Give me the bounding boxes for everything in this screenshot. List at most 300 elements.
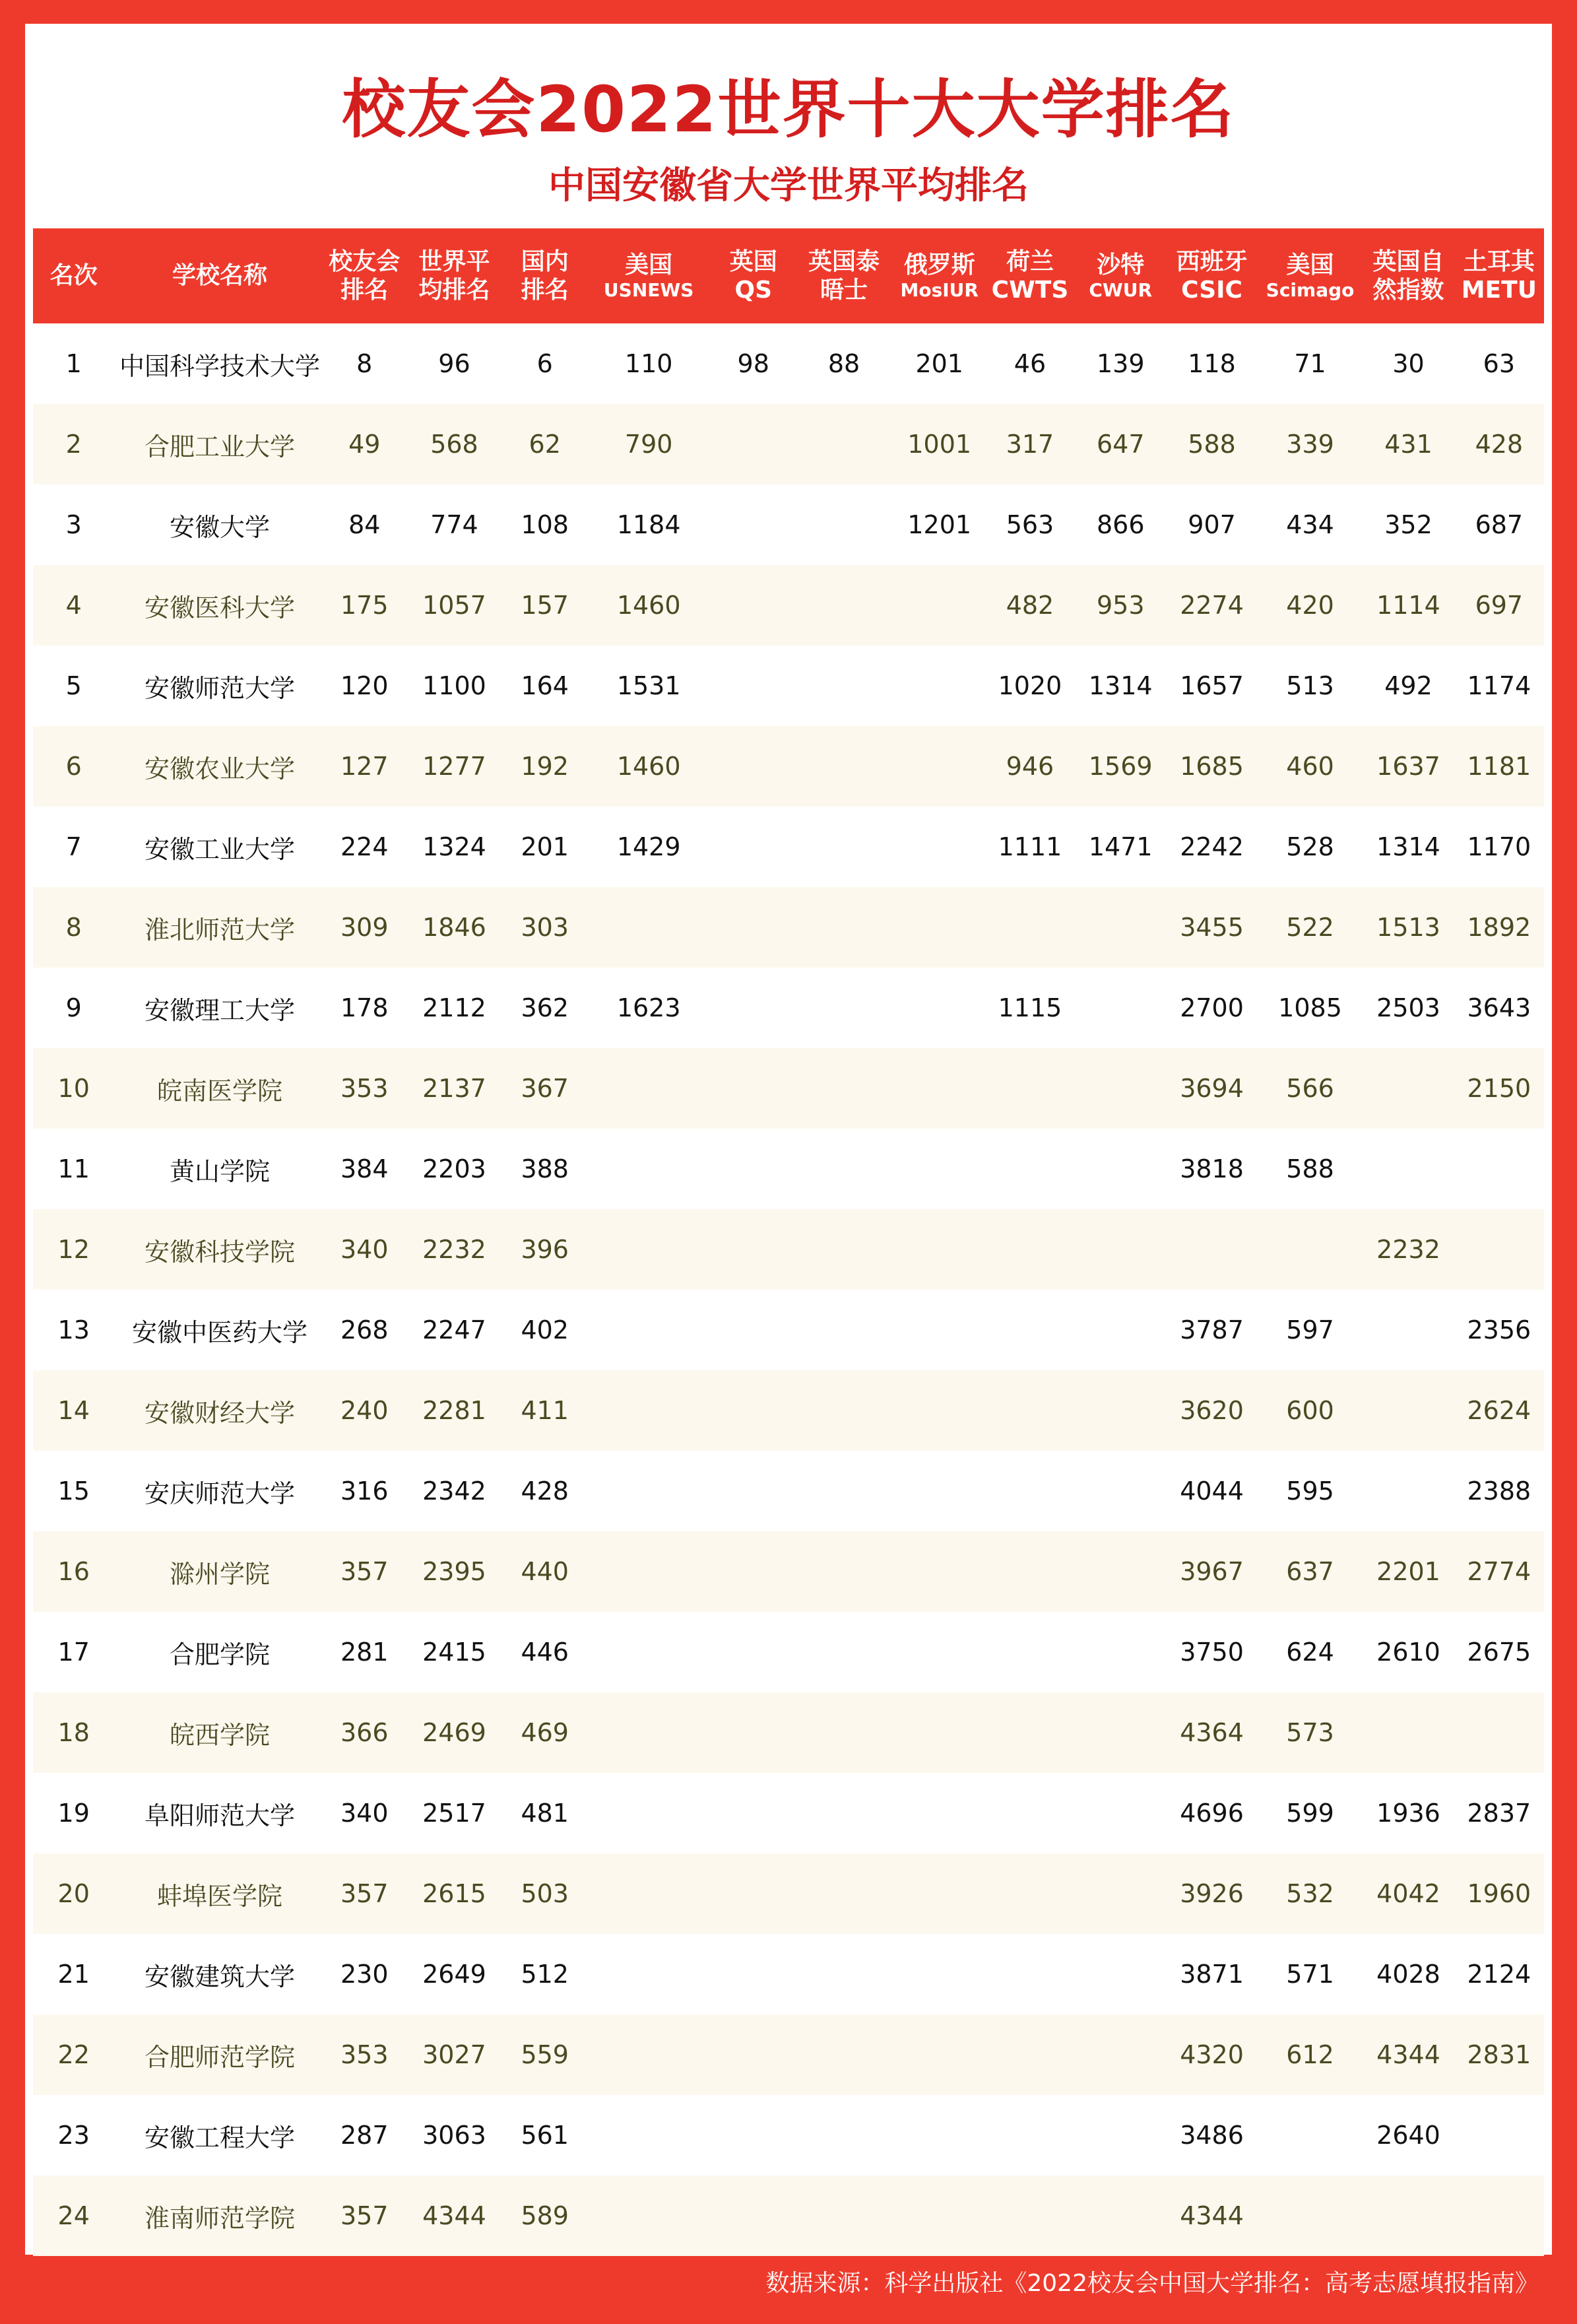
rank-cell: 13 — [57, 1315, 90, 1345]
school-name-cell: 合肥学院 — [170, 1640, 271, 1669]
table-cell: 4696 — [1180, 1799, 1244, 1828]
table-cell — [585, 1370, 713, 1451]
school-name-cell: 蚌埠医学院 — [114, 1853, 325, 1934]
rank-cell: 4 — [33, 565, 114, 646]
table-cell: 98 — [737, 349, 769, 378]
rank-cell: 16 — [33, 1531, 114, 1612]
table-cell: 1170 — [1467, 832, 1531, 861]
table-cell — [894, 1370, 985, 1451]
rank-cell: 6 — [33, 726, 114, 807]
table-cell: 366 — [325, 1692, 404, 1773]
school-name-cell: 安徽理工大学 — [145, 995, 296, 1025]
table-cell: 2274 — [1166, 565, 1257, 646]
table-cell — [1075, 1290, 1166, 1370]
table-cell — [713, 1451, 794, 1531]
table-cell: 420 — [1258, 565, 1363, 646]
column-header-line2: 排名 — [340, 277, 389, 304]
rank-cell: 7 — [65, 832, 82, 861]
table-cell — [1363, 1129, 1454, 1209]
table-cell: 4344 — [1363, 2014, 1454, 2095]
table-cell: 96 — [438, 349, 470, 378]
school-name-cell: 安徽师范大学 — [145, 673, 296, 703]
table-cell — [794, 1129, 893, 1209]
table-cell — [985, 1451, 1075, 1531]
ranking-card — [25, 24, 1552, 2255]
table-cell — [1075, 968, 1166, 1048]
table-cell: 637 — [1258, 1531, 1363, 1612]
table-cell: 4364 — [1166, 1692, 1257, 1773]
table-cell — [713, 1209, 794, 1290]
table-cell: 2610 — [1376, 1638, 1440, 1667]
table-cell — [713, 1853, 794, 1934]
rank-cell: 3 — [65, 510, 82, 539]
table-cell — [585, 1129, 713, 1209]
table-row — [33, 646, 1544, 726]
rank-cell: 20 — [33, 1853, 114, 1934]
column-header-line1: 俄罗斯 — [903, 251, 975, 279]
table-cell: 3694 — [1166, 1048, 1257, 1129]
table-cell — [713, 646, 794, 726]
table-cell: 268 — [340, 1315, 389, 1345]
table-cell — [1258, 2095, 1363, 2175]
table-cell — [985, 1853, 1075, 1934]
table-cell: 88 — [827, 349, 860, 378]
school-name-cell: 安徽农业大学 — [114, 726, 325, 807]
table-cell: 559 — [505, 2014, 585, 2095]
table-cell — [713, 1290, 794, 1370]
column-header — [114, 228, 325, 323]
table-cell: 1846 — [404, 887, 505, 968]
page-title: 校友会2022世界十大大学排名 — [342, 73, 1235, 147]
table-cell: 2232 — [1363, 1209, 1454, 1290]
table-cell: 571 — [1286, 1960, 1334, 1989]
table-row — [33, 565, 1544, 646]
table-row — [33, 807, 1544, 887]
table-cell — [894, 1853, 985, 1934]
table-cell: 110 — [624, 349, 673, 378]
table-row — [33, 1773, 1544, 1853]
table-cell: 492 — [1384, 671, 1432, 700]
school-name-cell: 安徽工程大学 — [145, 2123, 296, 2152]
table-cell — [1363, 1451, 1454, 1531]
table-cell: 1892 — [1454, 887, 1544, 968]
table-cell — [585, 1934, 713, 2014]
table-cell: 599 — [1286, 1799, 1334, 1828]
table-cell: 1020 — [998, 671, 1062, 700]
school-name-cell: 安徽财经大学 — [114, 1370, 325, 1451]
table-cell: 2150 — [1454, 1048, 1544, 1129]
table-cell: 3750 — [1180, 1638, 1244, 1667]
table-cell: 3871 — [1180, 1960, 1244, 1989]
table-cell: 127 — [325, 726, 404, 807]
table-cell: 2640 — [1376, 2121, 1440, 2150]
table-cell: 357 — [325, 1853, 404, 1934]
table-cell: 2831 — [1454, 2014, 1544, 2095]
table-cell — [794, 2095, 893, 2175]
column-header — [1166, 228, 1257, 323]
column-header-line1: 英国 — [729, 248, 777, 275]
table-cell: 71 — [1294, 349, 1326, 378]
table-cell — [1258, 1209, 1363, 1290]
column-header — [585, 228, 713, 323]
table-cell — [894, 1531, 985, 1612]
table-cell: 440 — [505, 1531, 585, 1612]
table-cell — [585, 1531, 713, 1612]
school-name-cell: 中国科学技术大学 — [119, 351, 321, 381]
column-header-line1: 西班牙 — [1176, 248, 1248, 275]
table-cell — [585, 2014, 713, 2095]
table-cell: 3967 — [1166, 1531, 1257, 1612]
table-cell — [713, 484, 794, 565]
table-cell: 201 — [915, 349, 963, 378]
table-cell: 1001 — [894, 404, 985, 484]
table-cell — [985, 1290, 1075, 1370]
table-cell: 1085 — [1278, 993, 1342, 1022]
column-header — [713, 228, 794, 323]
table-row — [33, 1290, 1544, 1370]
table-cell: 2242 — [1180, 832, 1244, 861]
table-cell — [794, 1531, 893, 1612]
table-cell: 46 — [1014, 349, 1046, 378]
rank-cell: 5 — [65, 671, 82, 700]
table-cell — [1075, 1048, 1166, 1129]
table-cell: 2281 — [404, 1370, 505, 1451]
table-body — [33, 323, 1544, 2256]
table-cell: 2388 — [1467, 1477, 1531, 1506]
column-header-line2: CSIC — [1181, 277, 1242, 304]
table-cell — [794, 646, 893, 726]
table-cell — [794, 1209, 893, 1290]
school-name-cell: 安徽中医药大学 — [132, 1317, 308, 1347]
column-header-line1: 学校名称 — [172, 262, 268, 290]
table-cell — [894, 968, 985, 1048]
table-cell: 4028 — [1376, 1960, 1440, 1989]
table-cell: 1513 — [1363, 887, 1454, 968]
table-cell — [585, 887, 713, 968]
table-cell — [794, 1290, 893, 1370]
table-cell — [585, 1692, 713, 1773]
table-cell — [1363, 1370, 1454, 1451]
table-cell: 2469 — [404, 1692, 505, 1773]
table-cell: 512 — [521, 1960, 569, 1989]
table-cell: 3620 — [1166, 1370, 1257, 1451]
table-cell — [1363, 2175, 1454, 2256]
table-cell: 201 — [521, 832, 569, 861]
table-cell: 566 — [1258, 1048, 1363, 1129]
column-header — [1258, 228, 1363, 323]
table-cell — [585, 1209, 713, 1290]
rank-cell: 24 — [33, 2175, 114, 2256]
table-cell — [585, 2095, 713, 2175]
column-header — [1454, 228, 1544, 323]
table-row — [33, 484, 1544, 565]
ranking-table — [33, 228, 1544, 2256]
table-cell: 469 — [505, 1692, 585, 1773]
table-cell — [985, 1048, 1075, 1129]
table-cell: 460 — [1258, 726, 1363, 807]
table-cell — [713, 1370, 794, 1451]
table-row — [33, 1612, 1544, 1692]
table-row — [33, 2095, 1544, 2175]
table-cell: 2774 — [1454, 1531, 1544, 1612]
column-header — [794, 228, 893, 323]
school-name-cell: 合肥师范学院 — [114, 2014, 325, 2095]
column-header — [985, 228, 1075, 323]
column-header-line1: 国内 — [521, 248, 569, 275]
table-cell — [1363, 1048, 1454, 1129]
table-cell: 1685 — [1166, 726, 1257, 807]
table-cell: 353 — [325, 2014, 404, 2095]
table-cell: 281 — [340, 1638, 389, 1667]
table-cell: 30 — [1392, 349, 1425, 378]
table-cell: 353 — [325, 1048, 404, 1129]
table-cell — [713, 968, 794, 1048]
table-cell: 230 — [340, 1960, 389, 1989]
table-cell — [894, 887, 985, 968]
school-name-cell: 皖西学院 — [114, 1692, 325, 1773]
column-header-line2: 排名 — [521, 277, 569, 304]
table-cell — [1075, 2175, 1166, 2256]
table-cell: 532 — [1258, 1853, 1363, 1934]
table-cell: 3486 — [1180, 2121, 1244, 2150]
column-header — [325, 228, 404, 323]
table-cell — [794, 484, 893, 565]
table-cell: 588 — [1286, 1154, 1334, 1183]
table-cell: 1324 — [422, 832, 486, 861]
table-cell: 4044 — [1180, 1477, 1244, 1506]
column-header-line2: 均排名 — [418, 277, 490, 304]
column-header-line2: MosIUR — [900, 279, 979, 301]
table-cell: 1174 — [1467, 671, 1531, 700]
table-cell — [894, 1934, 985, 2014]
table-cell: 595 — [1286, 1477, 1334, 1506]
school-name-cell: 安徽工业大学 — [145, 834, 296, 864]
table-cell — [985, 887, 1075, 968]
table-row — [33, 2014, 1544, 2095]
table-cell: 1460 — [585, 565, 713, 646]
table-cell: 4042 — [1363, 1853, 1454, 1934]
table-cell: 2201 — [1363, 1531, 1454, 1612]
column-header-line1: 世界平 — [418, 248, 490, 275]
school-name-cell: 安徽建筑大学 — [145, 1962, 296, 1991]
table-cell: 240 — [325, 1370, 404, 1451]
table-cell: 396 — [505, 1209, 585, 1290]
table-cell: 8 — [356, 349, 373, 378]
column-header-line1: 荷兰 — [1006, 248, 1054, 275]
table-cell — [1363, 1290, 1454, 1370]
table-cell — [985, 1209, 1075, 1290]
column-header — [1363, 228, 1454, 323]
table-cell: 2247 — [422, 1315, 486, 1345]
table-cell: 384 — [340, 1154, 389, 1183]
table-row — [33, 1370, 1544, 1451]
table-cell — [794, 1451, 893, 1531]
table-cell: 612 — [1258, 2014, 1363, 2095]
table-cell: 907 — [1188, 510, 1236, 539]
table-cell: 108 — [521, 510, 569, 539]
table-cell — [713, 1531, 794, 1612]
table-cell — [794, 1934, 893, 2014]
table-cell — [1454, 1129, 1544, 1209]
table-cell — [1075, 2095, 1166, 2175]
table-cell — [1454, 1209, 1544, 1290]
table-cell: 340 — [340, 1799, 389, 1828]
table-cell: 1115 — [998, 993, 1062, 1022]
table-cell — [985, 1531, 1075, 1612]
table-cell — [713, 2175, 794, 2256]
column-header-line1: 土耳其 — [1463, 248, 1535, 275]
table-cell: 357 — [325, 2175, 404, 2256]
table-cell: 339 — [1258, 404, 1363, 484]
table-cell — [713, 2095, 794, 2175]
table-cell — [585, 1451, 713, 1531]
table-cell: 1936 — [1376, 1799, 1440, 1828]
page-subtitle: 中国安徽省大学世界平均排名 — [548, 164, 1029, 207]
table-cell — [985, 2095, 1075, 2175]
table-cell — [713, 404, 794, 484]
table-cell: 522 — [1258, 887, 1363, 968]
table-cell: 568 — [404, 404, 505, 484]
table-cell — [985, 1370, 1075, 1451]
column-header-line1: 沙特 — [1097, 251, 1145, 279]
table-cell — [794, 1048, 893, 1129]
rank-cell: 19 — [57, 1799, 90, 1828]
table-cell — [1075, 1370, 1166, 1451]
table-cell: 2675 — [1467, 1638, 1531, 1667]
table-cell — [1454, 1692, 1544, 1773]
table-cell: 1623 — [616, 993, 681, 1022]
rank-cell: 9 — [65, 993, 82, 1022]
rank-cell: 23 — [57, 2121, 90, 2150]
table-cell — [894, 565, 985, 646]
table-cell: 2517 — [422, 1799, 486, 1828]
column-header — [1075, 228, 1166, 323]
table-cell — [585, 1048, 713, 1129]
table-cell — [585, 1773, 713, 1853]
column-header-line2: CWUR — [1089, 279, 1153, 301]
rank-cell: 17 — [57, 1638, 90, 1667]
table-row — [33, 1692, 1544, 1773]
table-cell: 402 — [521, 1315, 569, 1345]
table-cell: 563 — [1006, 510, 1054, 539]
table-cell: 2700 — [1180, 993, 1244, 1022]
table-cell: 120 — [340, 671, 389, 700]
table-cell — [1075, 1692, 1166, 1773]
table-cell — [1454, 2175, 1544, 2256]
table-cell: 357 — [325, 1531, 404, 1612]
table-cell: 589 — [505, 2175, 585, 2256]
rank-cell: 11 — [57, 1154, 90, 1183]
table-row — [33, 323, 1544, 404]
table-row — [33, 1531, 1544, 1612]
table-cell: 774 — [430, 510, 478, 539]
table-cell — [1075, 1129, 1166, 1209]
column-header — [404, 228, 505, 323]
rank-cell: 15 — [57, 1477, 90, 1506]
table-row — [33, 887, 1544, 968]
table-cell: 1181 — [1454, 726, 1544, 807]
table-cell: 1314 — [1376, 832, 1440, 861]
table-cell — [894, 1129, 985, 1209]
column-header-line1: 美国 — [625, 251, 673, 279]
table-cell — [985, 1129, 1075, 1209]
table-cell — [713, 565, 794, 646]
table-cell: 164 — [521, 671, 569, 700]
table-cell: 600 — [1258, 1370, 1363, 1451]
table-cell: 362 — [521, 993, 569, 1022]
table-cell — [985, 1692, 1075, 1773]
table-cell — [1075, 2014, 1166, 2095]
table-cell — [713, 2014, 794, 2095]
table-cell: 697 — [1454, 565, 1544, 646]
table-cell — [585, 2175, 713, 2256]
table-cell — [1075, 1612, 1166, 1692]
table-cell: 2356 — [1467, 1315, 1531, 1345]
table-cell: 309 — [325, 887, 404, 968]
source-footer: 数据来源：科学出版社《2022校友会中国大学排名：高考志愿填报指南》 — [765, 2270, 1539, 2297]
table-cell: 3643 — [1467, 993, 1531, 1022]
school-name-cell: 安徽医科大学 — [114, 565, 325, 646]
table-row — [33, 404, 1544, 484]
table-cell — [894, 1612, 985, 1692]
table-cell — [585, 1290, 713, 1370]
table-cell: 573 — [1258, 1692, 1363, 1773]
table-cell — [985, 1612, 1075, 1692]
table-cell: 178 — [340, 993, 389, 1022]
rank-cell: 8 — [33, 887, 114, 968]
column-header-line2: 晤士 — [820, 277, 868, 304]
table-cell: 62 — [505, 404, 585, 484]
column-header — [33, 228, 114, 323]
table-cell: 316 — [340, 1477, 389, 1506]
table-cell: 139 — [1096, 349, 1145, 378]
table-cell: 1637 — [1363, 726, 1454, 807]
rank-cell: 12 — [33, 1209, 114, 1290]
table-row — [33, 1934, 1544, 2014]
table-cell — [794, 726, 893, 807]
school-name-cell: 淮北师范大学 — [114, 887, 325, 968]
table-cell: 434 — [1286, 510, 1334, 539]
table-cell: 3027 — [404, 2014, 505, 2095]
table-cell — [794, 1370, 893, 1451]
table-cell: 2503 — [1376, 993, 1440, 1022]
table-cell: 352 — [1384, 510, 1432, 539]
table-cell — [894, 1692, 985, 1773]
table-cell: 4320 — [1166, 2014, 1257, 2095]
table-cell: 2112 — [422, 993, 486, 1022]
table-cell: 2137 — [404, 1048, 505, 1129]
table-cell: 1314 — [1088, 671, 1153, 700]
column-header-line2: Scimago — [1266, 279, 1355, 301]
table-cell — [794, 1853, 893, 1934]
table-cell: 224 — [340, 832, 389, 861]
table-cell: 597 — [1286, 1315, 1334, 1345]
table-cell — [713, 887, 794, 968]
rank-cell: 21 — [57, 1960, 90, 1989]
table-cell: 1460 — [585, 726, 713, 807]
table-cell — [794, 887, 893, 968]
table-cell: 3926 — [1166, 1853, 1257, 1934]
table-cell — [713, 1129, 794, 1209]
table-cell: 2395 — [404, 1531, 505, 1612]
table-cell: 2203 — [422, 1154, 486, 1183]
rank-cell: 1 — [65, 349, 82, 378]
table-cell: 84 — [348, 510, 381, 539]
table-cell — [894, 2014, 985, 2095]
table-header-row — [33, 228, 1544, 323]
table-cell: 118 — [1188, 349, 1236, 378]
table-cell: 192 — [505, 726, 585, 807]
